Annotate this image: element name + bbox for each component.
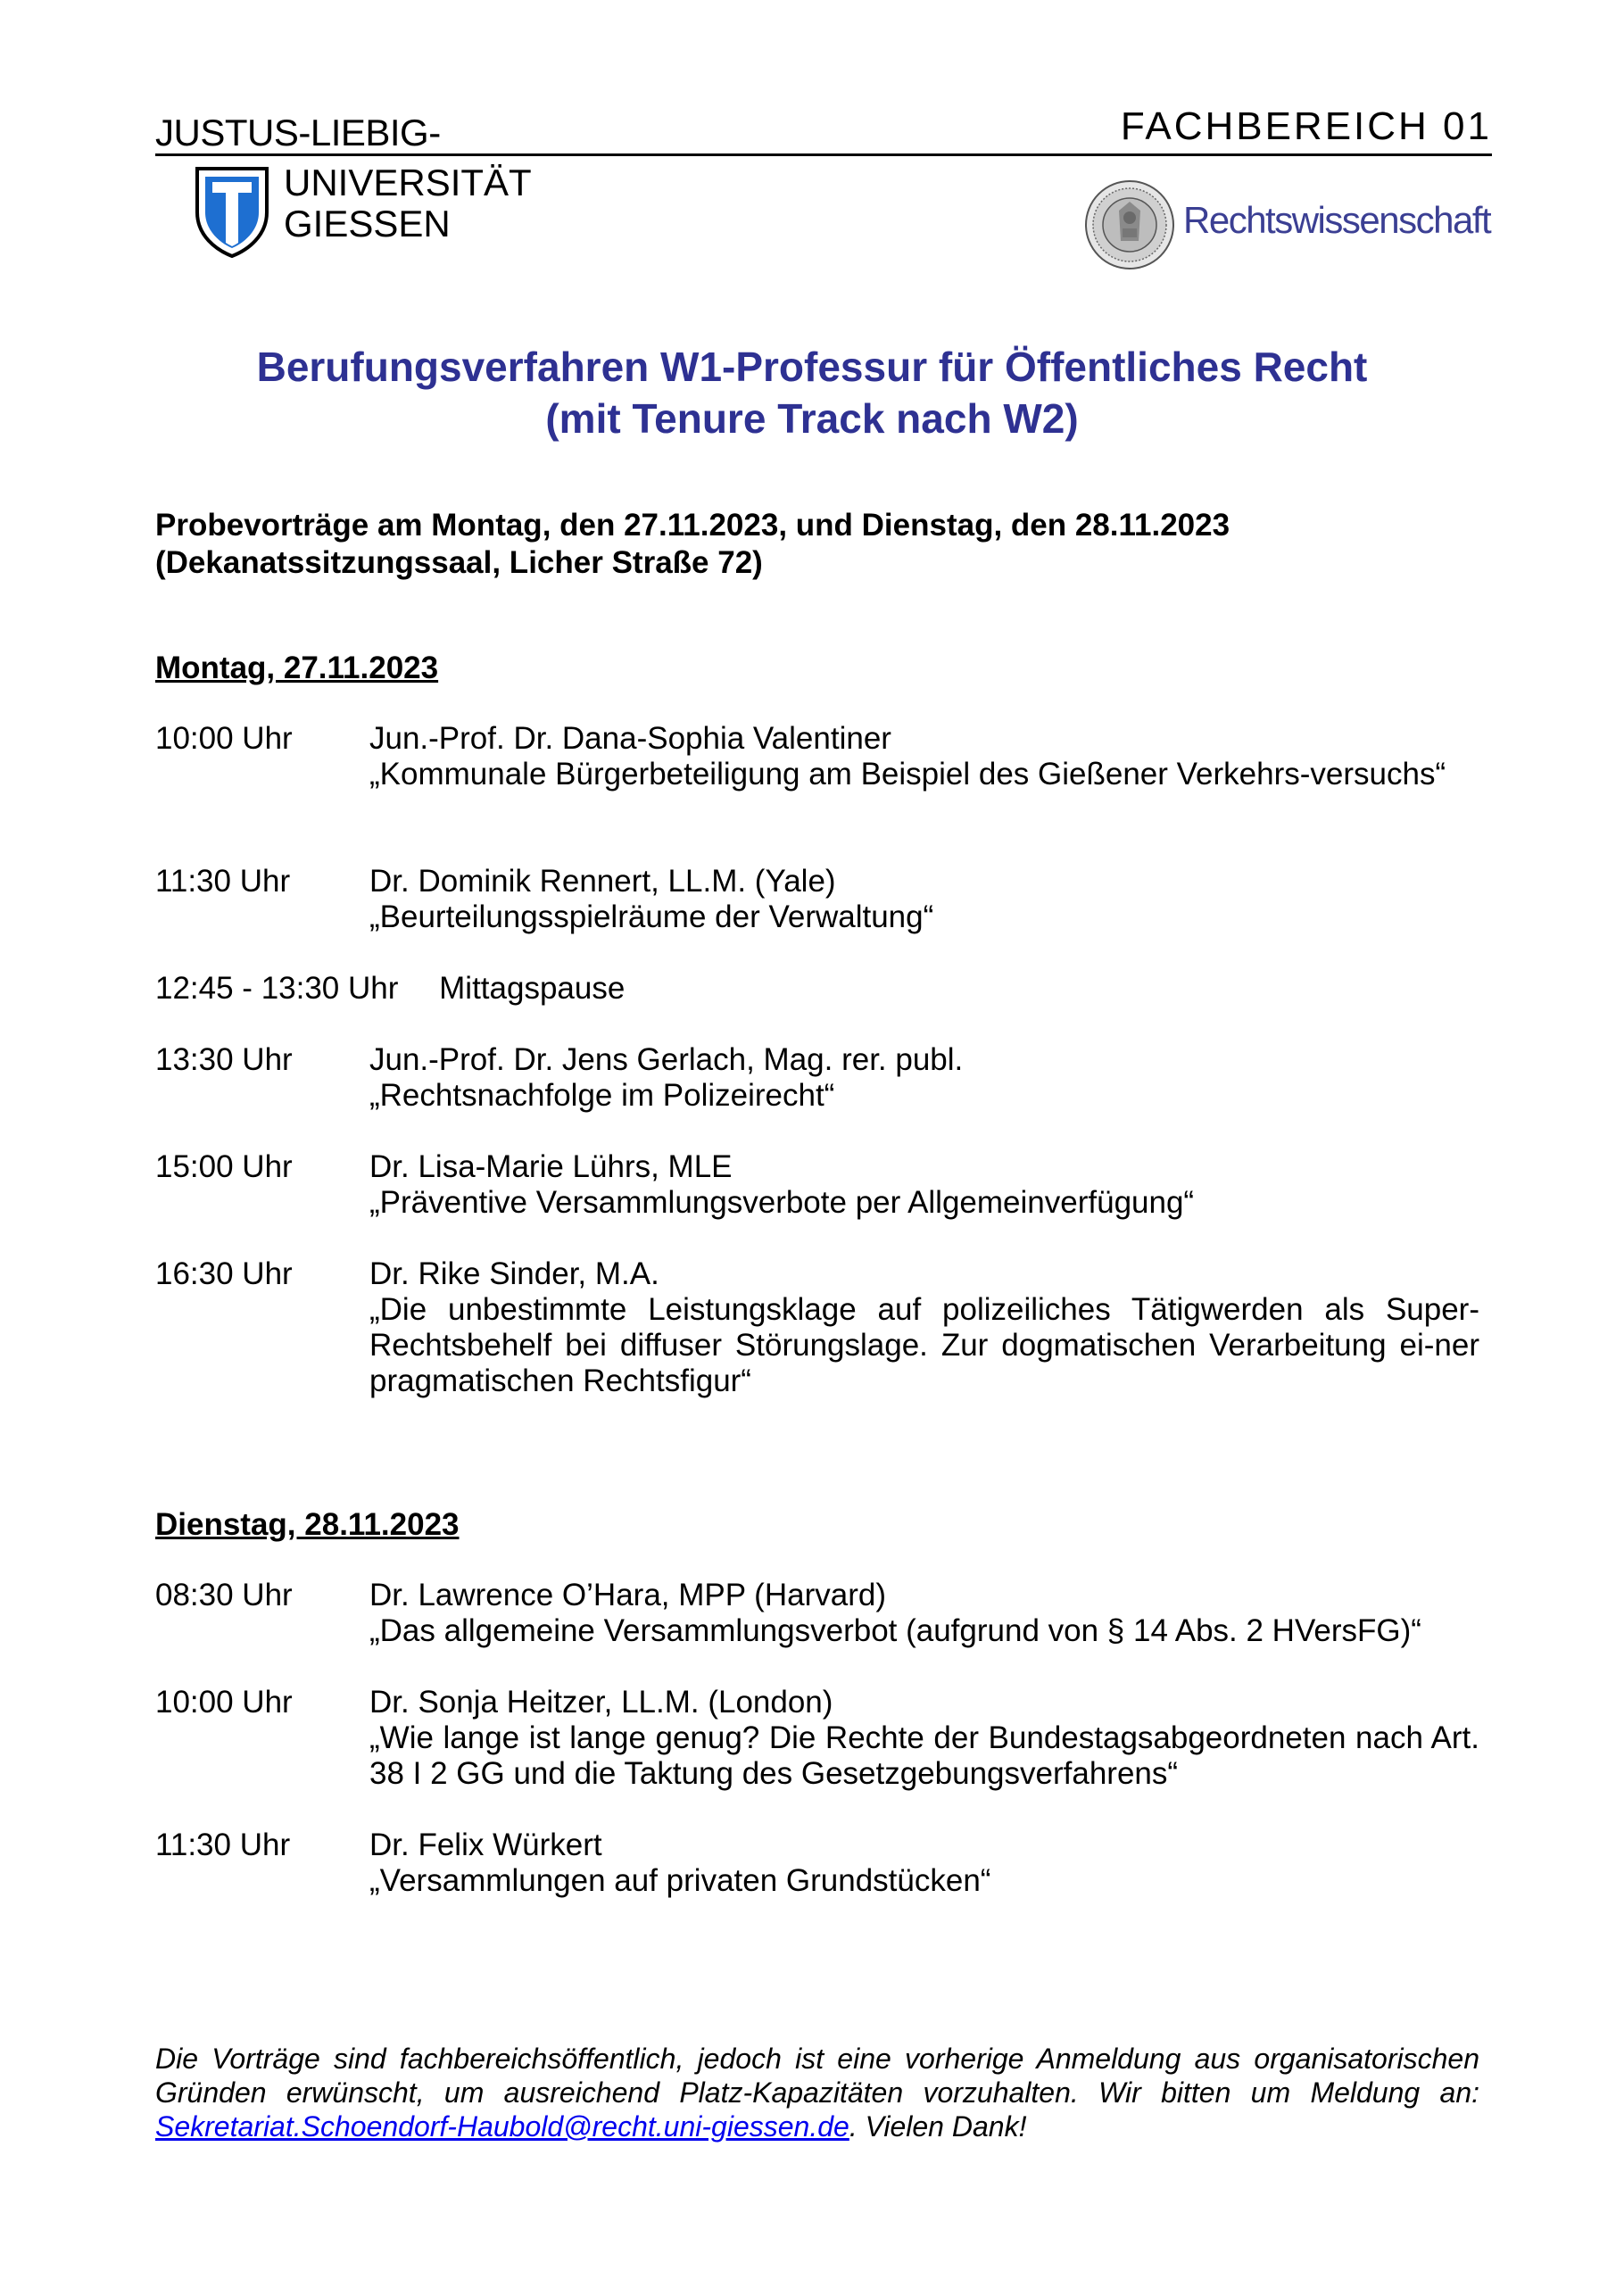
entry-time: 15:00 Uhr bbox=[155, 1149, 293, 1184]
entry-speaker: Dr. Lisa-Marie Lührs, MLE bbox=[369, 1149, 733, 1184]
entry-talk-title: „Beurteilungsspielräume der Verwaltung“ bbox=[369, 899, 934, 934]
entry-speaker: Jun.-Prof. Dr. Jens Gerlach, Mag. rer. publ. bbox=[369, 1042, 964, 1077]
entry-talk-title: „Das allgemeine Versammlungsverbot (aufgrund von § 14 Abs. 2 HVersFG)“ bbox=[369, 1613, 1421, 1648]
entry-time: 08:30 Uhr bbox=[155, 1578, 293, 1612]
entry-speaker: Dr. Felix Würkert bbox=[369, 1828, 602, 1862]
entry-speaker: Dr. Dominik Rennert, LL.M. (Yale) bbox=[369, 864, 836, 899]
note-closing: . Vielen Dank! bbox=[849, 2110, 1027, 2143]
entry-speaker: Dr. Lawrence O’Hara, MPP (Harvard) bbox=[369, 1578, 886, 1612]
entry-talk-title: „Präventive Versammlungsverbote per Allgemeinverfügung“ bbox=[369, 1185, 1195, 1220]
entry-talk-title: „Wie lange ist lange genug? Die Rechte der Bundestagsabgeordneten nach Art. 38 I 2 GG und die Taktung des Gesetzgebungsverfahrens“ bbox=[369, 1720, 1479, 1791]
entry-time: 12:45 - 13:30 Uhr bbox=[155, 971, 399, 1006]
schedule-entry bbox=[155, 721, 1479, 792]
university-shield-logo-icon bbox=[195, 166, 269, 259]
faculty-name: Rechtswissenschaft bbox=[1183, 199, 1491, 241]
entry-speaker: Jun.-Prof. Dr. Dana-Sophia Valentiner bbox=[369, 721, 891, 756]
entry-talk-title: „Versammlungen auf privaten Grundstücken“ bbox=[369, 1863, 991, 1898]
day-heading-monday: Montag, 27.11.2023 bbox=[155, 651, 439, 685]
schedule-entry bbox=[155, 1256, 1479, 1399]
title-line2: (mit Tenure Track nach W2) bbox=[545, 395, 1079, 442]
contact-email-link[interactable]: Sekretariat.Schoendorf-Haubold@recht.uni-giessen.de bbox=[155, 2110, 849, 2143]
entry-time: 11:30 Uhr bbox=[155, 864, 291, 899]
schedule-entry bbox=[155, 1042, 1479, 1114]
intro-block bbox=[155, 507, 1230, 582]
entry-speaker: Mittagspause bbox=[439, 971, 626, 1006]
entry-talk-title: „Rechtsnachfolge im Polizeirecht“ bbox=[369, 1078, 835, 1113]
schedule-entry-break bbox=[155, 971, 1479, 1007]
schedule-entry bbox=[155, 1828, 1479, 1899]
entry-speaker: Dr. Rike Sinder, M.A. bbox=[369, 1256, 659, 1291]
entry-talk-title: „Die unbestimmte Leistungsklage auf polizeiliches Tätigwerden als Super-Rechtsbehelf bei diffuser Störungslage. Zur dogmatischen Verarbeitung ei-ner pragmatischen Rechtsfigur“ bbox=[369, 1292, 1479, 1398]
title-line1: Berufungsverfahren W1-Professur für Öffentliches Recht bbox=[256, 344, 1368, 390]
schedule-entry bbox=[155, 1578, 1479, 1649]
registration-note bbox=[155, 2042, 1479, 2143]
entry-speaker: Dr. Sonja Heitzer, LL.M. (London) bbox=[369, 1685, 833, 1720]
faculty-seal-icon bbox=[1083, 178, 1176, 271]
day-heading-tuesday: Dienstag, 28.11.2023 bbox=[155, 1507, 460, 1542]
schedule-entry bbox=[155, 1149, 1479, 1221]
intro-line2: (Dekanatssitzungssaal, Licher Straße 72) bbox=[155, 545, 763, 580]
entry-time: 10:00 Uhr bbox=[155, 721, 293, 756]
university-name-line3: GIESSEN bbox=[284, 203, 451, 245]
entry-time: 10:00 Uhr bbox=[155, 1685, 293, 1720]
university-name-line1: JUSTUS-LIEBIG- bbox=[155, 112, 441, 153]
intro-line1: Probevorträge am Montag, den 27.11.2023, und Dienstag, den 28.11.2023 bbox=[155, 508, 1230, 543]
header-divider bbox=[155, 153, 1492, 156]
department-title: FACHBEREICH 01 bbox=[1120, 104, 1492, 148]
entry-talk-title: „Kommunale Bürgerbeteiligung am Beispiel des Gießener Verkehrs-versuchs“ bbox=[369, 757, 1446, 792]
schedule-entry bbox=[155, 864, 1479, 935]
schedule-entry bbox=[155, 1685, 1479, 1792]
university-name-line2: UNIVERSITÄT bbox=[284, 162, 532, 203]
entry-time: 16:30 Uhr bbox=[155, 1256, 293, 1291]
note-text: Die Vorträge sind fachbereichsöffentlich, jedoch ist eine vorherige Anmeldung aus organisatorischen Gründen erwünscht, um ausreichend Platz-Kapazitäten vorzuhalten. Wir bitten um Meldung an: bbox=[155, 2043, 1479, 2109]
entry-time: 13:30 Uhr bbox=[155, 1042, 293, 1077]
page-title bbox=[0, 341, 1624, 444]
entry-time: 11:30 Uhr bbox=[155, 1828, 291, 1862]
